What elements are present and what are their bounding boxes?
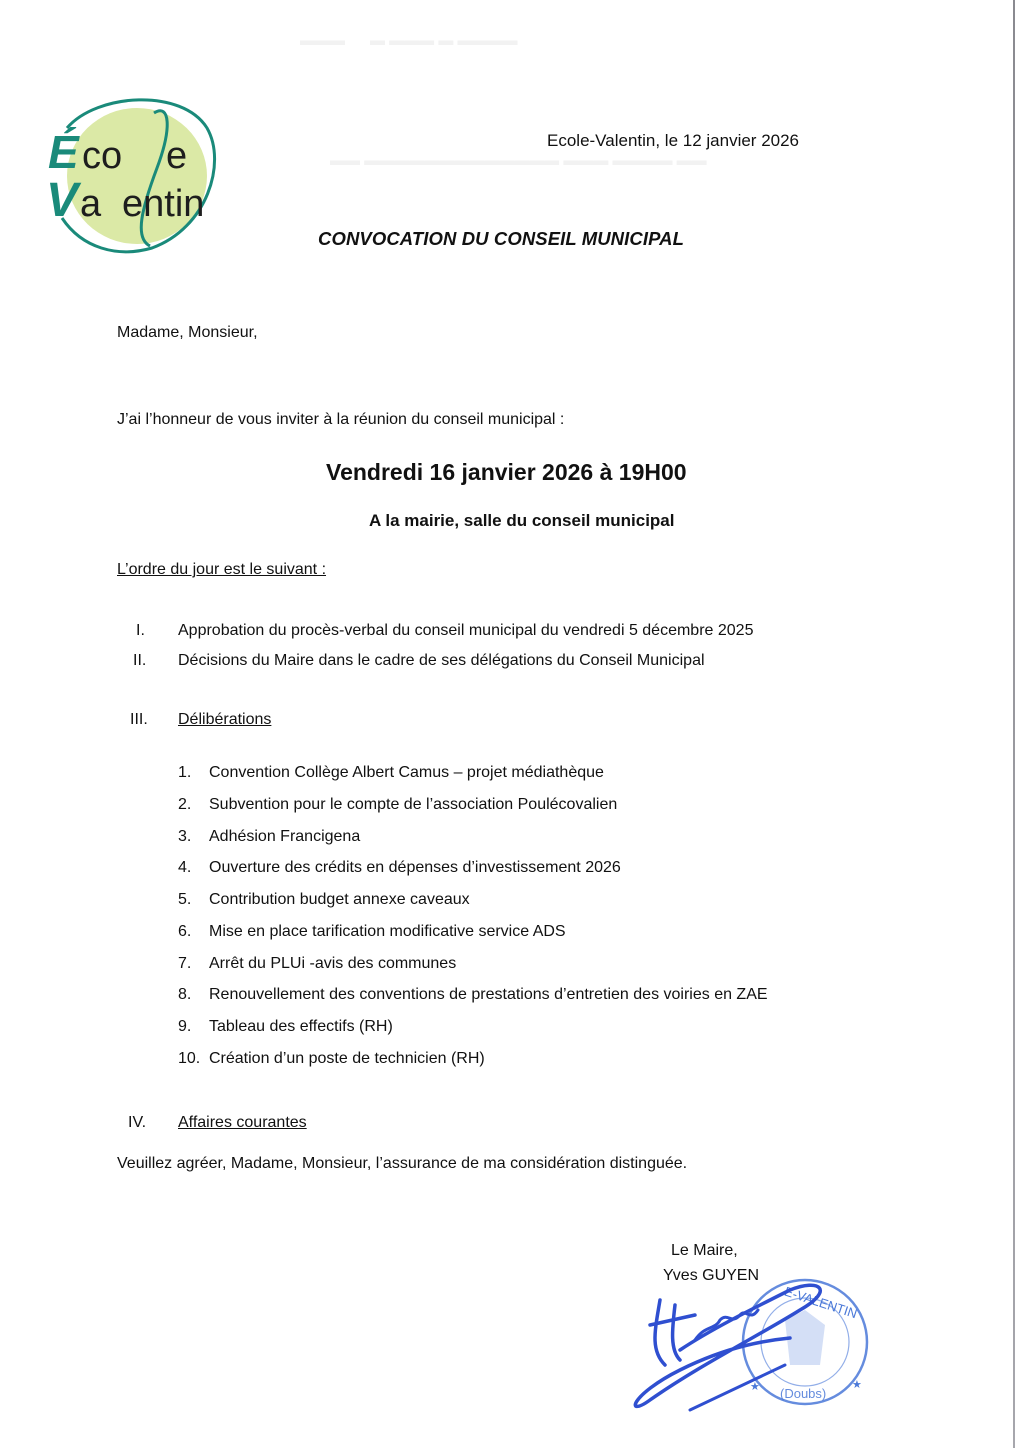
deliberation-item — [178, 955, 456, 973]
agenda-item-text: Affaires courantes — [178, 1114, 307, 1131]
bleed-through-text: ▬▬ ▬▬▬▬▬▬▬▬▬▬▬▬▬ ▬▬▬ ▬▬▬▬ ▬▬ — [330, 152, 707, 169]
agenda-item-text: Délibérations — [178, 711, 272, 728]
deliberation-number: 5. — [178, 891, 192, 908]
deliberation-number: 1. — [178, 764, 192, 781]
deliberation-text: Adhésion Francigena — [209, 828, 361, 845]
agenda-item-numeral: III. — [130, 711, 148, 728]
signatory-title: Le Maire, — [671, 1242, 738, 1259]
deliberation-item — [178, 923, 566, 941]
svg-text:★: ★ — [750, 1381, 760, 1393]
svg-text:e: e — [166, 135, 188, 177]
signatory-name: Yves GUYEN — [663, 1267, 760, 1284]
salutation: Madame, Monsieur, — [117, 324, 258, 341]
svg-text:★: ★ — [852, 1379, 862, 1391]
deliberation-number: 10. — [178, 1050, 201, 1067]
deliberation-text: Renouvellement des conventions de prestations d’entretien des voiries en ZAE — [209, 986, 768, 1003]
deliberation-item — [178, 828, 360, 846]
deliberation-number: 4. — [178, 859, 192, 876]
deliberation-item — [178, 859, 621, 877]
deliberation-number: 9. — [178, 1018, 192, 1035]
ecole-valentin-logo-icon — [42, 88, 222, 258]
deliberation-text: Convention Collège Albert Camus – projet médiathèque — [209, 764, 604, 781]
agenda-item-numeral: IV. — [128, 1114, 147, 1131]
deliberation-item — [178, 796, 617, 814]
svg-text:E-VALENTIN: E-VALENTIN — [782, 1283, 860, 1322]
deliberation-item — [178, 891, 470, 909]
deliberation-item — [178, 1050, 485, 1068]
svg-text:É: É — [48, 126, 79, 178]
agenda-item-text: Décisions du Maire dans le cadre de ses délégations du Conseil Municipal — [178, 652, 705, 669]
deliberation-number: 7. — [178, 955, 192, 972]
agenda-item-numeral: II. — [133, 652, 147, 669]
agenda-item-text: Approbation du procès-verbal du conseil municipal du vendredi 5 décembre 2025 — [178, 622, 754, 639]
deliberation-item — [178, 986, 768, 1004]
official-stamp-icon — [620, 1270, 880, 1420]
svg-text:(Doubs): (Doubs) — [780, 1386, 827, 1401]
deliberation-text: Tableau des effectifs (RH) — [209, 1018, 393, 1035]
deliberation-text: Contribution budget annexe caveaux — [209, 891, 470, 908]
deliberation-text: Arrêt du PLUi -avis des communes — [209, 955, 457, 972]
document-title: CONVOCATION DU CONSEIL MUNICIPAL — [318, 228, 685, 249]
svg-text:V: V — [46, 174, 79, 227]
svg-text:co: co — [82, 135, 123, 177]
deliberation-number: 2. — [178, 796, 192, 813]
municipality-logo — [42, 88, 222, 258]
scan-page-edge — [1013, 0, 1015, 1448]
invitation-intro: J’ai l’honneur de vous inviter à la réunion du conseil municipal : — [117, 411, 565, 428]
deliberation-text: Création d’un poste de technicien (RH) — [209, 1050, 485, 1067]
agenda-item-numeral: I. — [136, 622, 145, 639]
deliberation-text: Ouverture des crédits en dépenses d’investissement 2026 — [209, 859, 621, 876]
deliberation-number: 6. — [178, 923, 192, 940]
deliberation-text: Subvention pour le compte de l’association Poulécovalien — [209, 796, 618, 813]
svg-text:entin: entin — [122, 183, 205, 225]
deliberation-number: 3. — [178, 828, 192, 845]
agenda-heading: L’ordre du jour est le suivant : — [117, 561, 327, 578]
deliberation-item — [178, 1018, 393, 1036]
closing-formula: Veuillez agréer, Madame, Monsieur, l’assurance de ma considération distinguée. — [117, 1155, 688, 1172]
meeting-date-time: Vendredi 16 janvier 2026 à 19H00 — [326, 459, 687, 485]
deliberation-item — [178, 764, 604, 782]
deliberation-text: Mise en place tarification modificative service ADS — [209, 923, 566, 940]
bleed-through-text: ▬▬▬ ▬ ▬▬▬ ▬ ▬▬▬▬ — [300, 32, 518, 49]
signature-and-stamp — [620, 1270, 880, 1420]
meeting-place: A la mairie, salle du conseil municipal — [369, 511, 675, 530]
svg-text:a: a — [80, 183, 102, 225]
deliberation-number: 8. — [178, 986, 192, 1003]
place-and-date: Ecole-Valentin, le 12 janvier 2026 — [547, 131, 800, 150]
